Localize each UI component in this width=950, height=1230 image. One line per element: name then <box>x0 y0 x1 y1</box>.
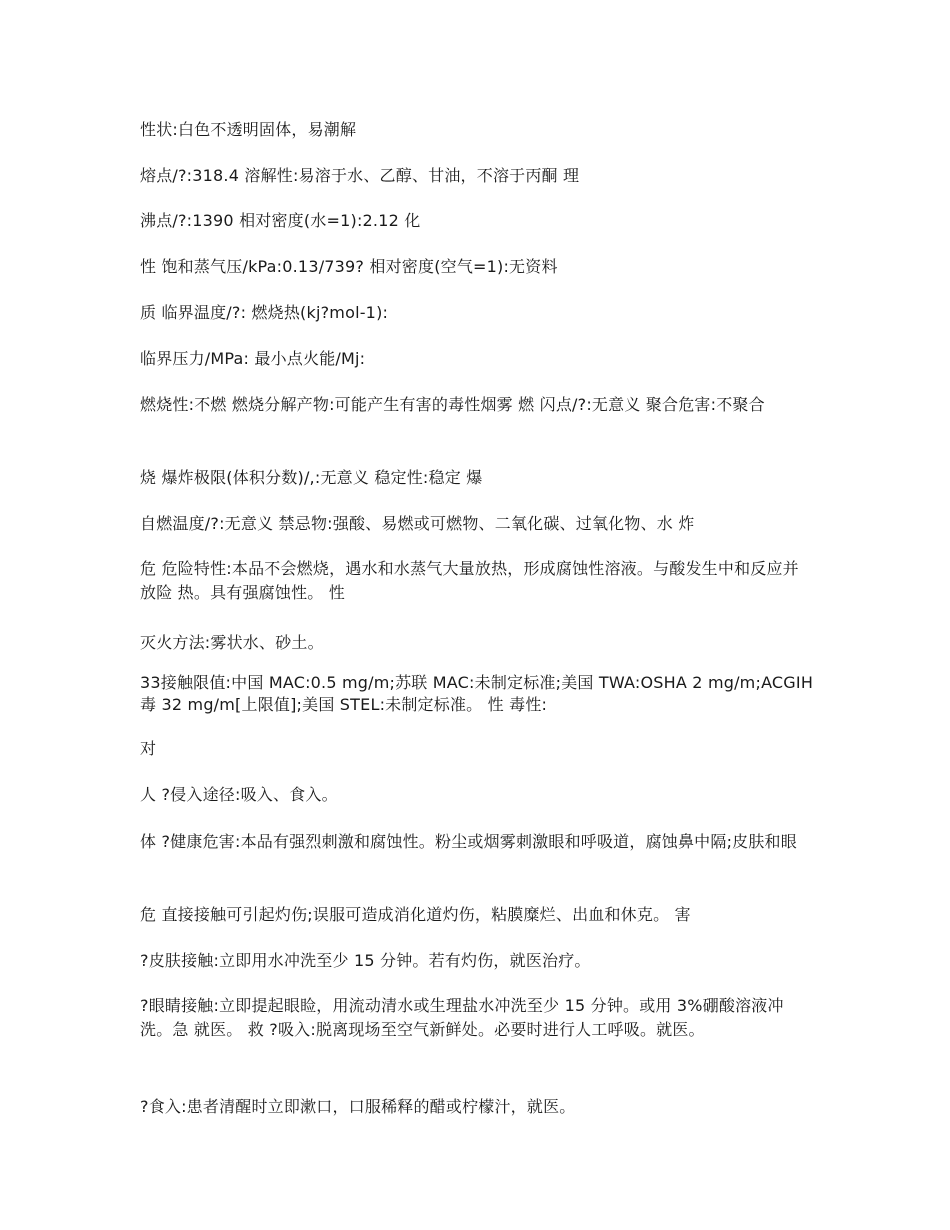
paragraph-appearance: 性状:白色不透明固体，易潮解 <box>140 120 357 139</box>
paragraph-critical-pressure: 临界压力/MPa: 最小点火能/Mj: <box>140 349 366 368</box>
paragraph-ingestion: ?食入:患者清醒时立即漱口，口服稀释的醋或柠檬汁，就医。 <box>140 1097 576 1116</box>
paragraph-exposure-routes: 人 ?侵入途径:吸入、食入。 <box>140 785 338 804</box>
paragraph-vapor-pressure: 性 饱和蒸气压/kPa:0.13/739? 相对密度(空气=1):无资料 <box>140 257 558 276</box>
paragraph-boiling-point: 沸点/?:1390 相对密度(水=1):2.12 化 <box>140 211 421 230</box>
paragraph-side-label-dui: 对 <box>140 739 157 758</box>
paragraph-exposure-limits: 33接触限值:中国 MAC:0.5 mg/m;苏联 MAC:未制定标准;美国 TWA:OSHA 2 mg/m;ACGIH 毒 32 mg/m[上限值];美国 STEL:未制定标准。 性 毒性: <box>140 673 814 714</box>
paragraph-autoignition: 自燃温度/?:无意义 禁忌物:强酸、易燃或可燃物、二氧化碳、过氧化物、水 炸 <box>140 514 695 533</box>
paragraph-health-hazards: 体 ?健康危害:本品有强烈刺激和腐蚀性。粉尘或烟雾刺激眼和呼吸道，腐蚀鼻中隔;皮肤和眼 <box>140 832 797 851</box>
paragraph-skin-contact: ?皮肤接触:立即用水冲洗至少 15 分钟。若有灼伤，就医治疗。 <box>140 951 591 970</box>
paragraph-eye-contact: ?眼睛接触:立即提起眼睑，用流动清水或生理盐水冲洗至少 15 分钟。或用 3%硼酸溶液冲洗。急 就医。 救 ?吸入:脱离现场至空气新鲜处。必要时进行人工呼吸。就医。 <box>140 996 784 1039</box>
paragraph-explosion-limit: 烧 爆炸极限(体积分数)/,:无意义 稳定性:稳定 爆 <box>140 468 483 487</box>
paragraph-hazard-characteristics: 危 危险特性:本品不会燃烧，遇水和水蒸气大量放热，形成腐蚀性溶液。与酸发生中和反应并放险 热。具有强腐蚀性。 性 <box>140 559 799 602</box>
paragraph-flammability: 燃烧性:不燃 燃烧分解产物:可能产生有害的毒性烟雾 燃 闪点/?:无意义 聚合危害:不聚合 <box>140 395 765 414</box>
paragraph-critical-temperature: 质 临界温度/?: 燃烧热(kj?mol-1): <box>140 303 389 322</box>
paragraph-fire-fighting: 灭火方法:雾状水、砂土。 <box>140 633 324 652</box>
paragraph-direct-contact: 危 直接接触可引起灼伤;误服可造成消化道灼伤，粘膜糜烂、出血和休克。 害 <box>140 905 691 924</box>
paragraph-melting-point: 熔点/?:318.4 溶解性:易溶于水、乙醇、甘油，不溶于丙酮 理 <box>140 166 580 185</box>
